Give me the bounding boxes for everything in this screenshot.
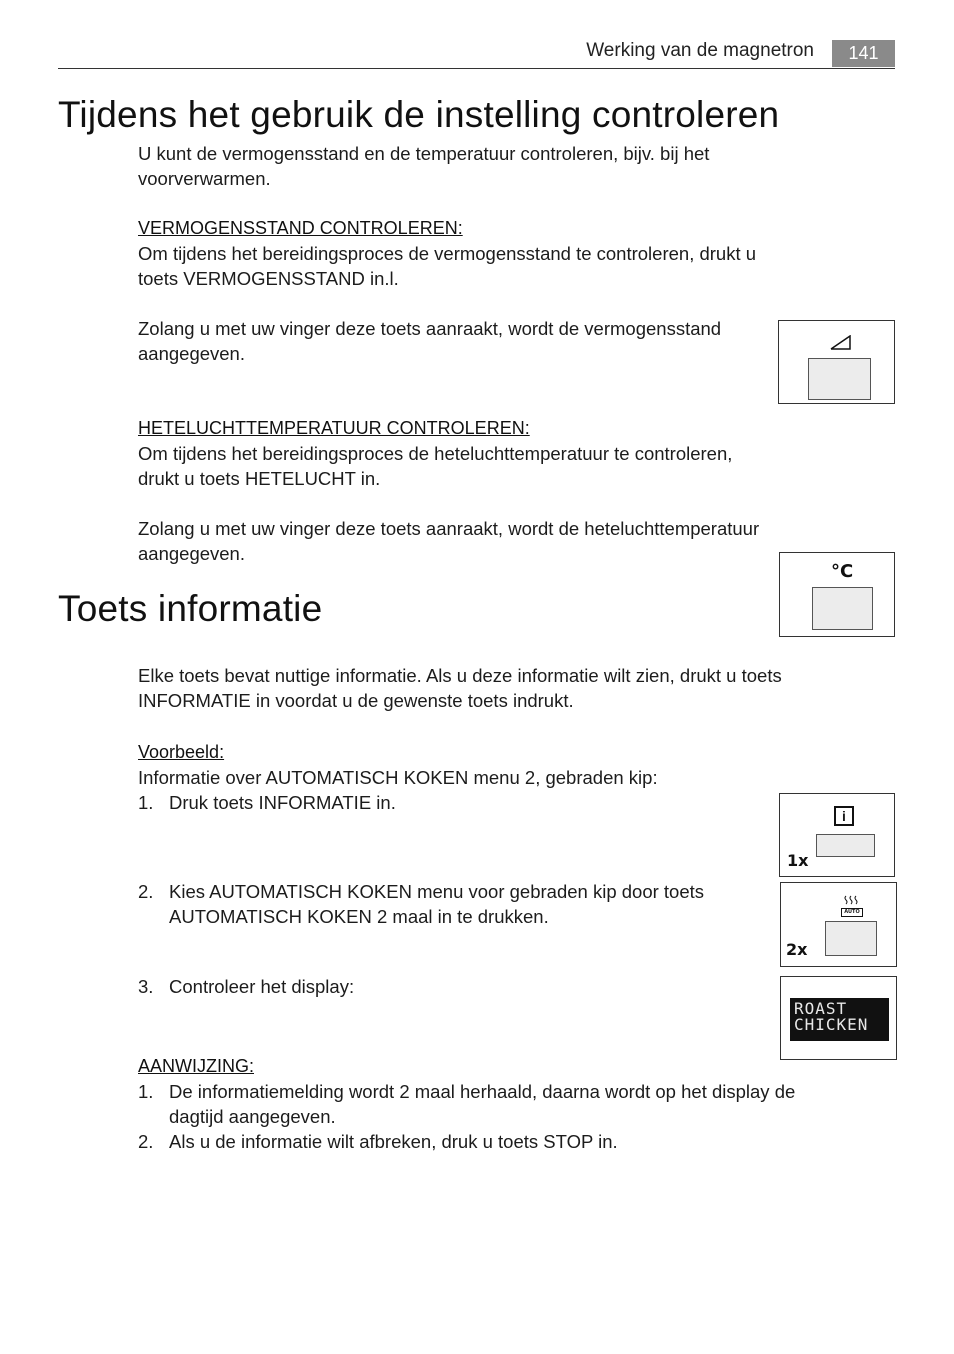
example-heading: Voorbeeld: <box>138 742 225 762</box>
temp-check-line-2: drukt u toets HETELUCHT in. <box>138 468 381 489</box>
example-text: Informatie over AUTOMATISCH KOKEN menu 2, gebraden kip: <box>138 767 658 788</box>
note-heading: AANWIJZING: <box>138 1056 254 1076</box>
step-text: Druk toets INFORMATIE in. <box>169 792 396 813</box>
power-key <box>808 358 871 400</box>
intro-line-1: U kunt de vermogensstand en de temperatuur controleren, bijv. bij het <box>138 143 710 164</box>
intro-line-2: voorverwarmen. <box>138 168 271 189</box>
lcd-line-1: ROAST <box>794 999 848 1018</box>
temp-hold-line-1: Zolang u met uw vinger deze toets aanraakt, wordt de heteluchttemperatuur <box>138 518 760 539</box>
step-text: Controleer het display: <box>169 976 355 997</box>
press-count-label: 2x <box>786 940 808 959</box>
temp-check-heading: HETELUCHTTEMPERATUUR CONTROLEREN: <box>138 418 530 438</box>
note-text-line-1: De informatiemelding wordt 2 maal herhaald, daarna wordt op het display de <box>169 1081 796 1102</box>
info-intro-line-1: Elke toets bevat nuttige informatie. Als u deze informatie wilt zien, drukt u toets <box>138 665 782 686</box>
page-number: 141 <box>832 40 895 67</box>
step-text-line-2: AUTOMATISCH KOKEN 2 maal in te drukken. <box>169 906 549 927</box>
power-hold-line-2: aangegeven. <box>138 343 245 364</box>
lcd-line-2: CHICKEN <box>794 1015 869 1034</box>
power-check-line-1: Om tijdens het bereidingsproces de vermogensstand te controleren, drukt u <box>138 243 757 264</box>
display-illustration <box>780 976 897 1060</box>
note-number: 1. <box>138 1081 154 1102</box>
section-title-key-information: Toets informatie <box>58 588 323 629</box>
step-number: 1. <box>138 792 154 813</box>
note-number: 2. <box>138 1131 154 1152</box>
auto-cook-key <box>825 921 877 956</box>
header-rule <box>58 68 895 69</box>
temperature-key-illustration <box>779 552 895 637</box>
power-triangle-icon <box>830 335 852 351</box>
step-number: 3. <box>138 976 154 997</box>
lcd-display <box>790 998 889 1041</box>
auto-cook-key-illustration <box>780 882 897 967</box>
step-number: 2. <box>138 881 154 902</box>
step-text-line-1: Kies AUTOMATISCH KOKEN menu voor gebraden kip door toets <box>169 881 705 902</box>
celsius-icon: °C <box>831 561 854 582</box>
info-key <box>816 834 875 857</box>
running-header-title: Werking van de magnetron <box>586 40 814 61</box>
temp-hold-line-2: aangegeven. <box>138 543 245 564</box>
power-check-line-2: toets VERMOGENSSTAND in.l. <box>138 268 399 289</box>
temp-check-line-1: Om tijdens het bereidingsproces de heteluchttemperatuur te controleren, <box>138 443 733 464</box>
note-text-line-2: dagtijd aangegeven. <box>169 1106 336 1127</box>
note-text: Als u de informatie wilt afbreken, druk u toets STOP in. <box>169 1131 618 1152</box>
press-count-label: 1x <box>787 851 809 870</box>
info-key-illustration <box>779 793 895 877</box>
power-hold-line-1: Zolang u met uw vinger deze toets aanraakt, wordt de vermogensstand <box>138 318 722 339</box>
power-check-heading: VERMOGENSSTAND CONTROLEREN: <box>138 218 463 238</box>
info-icon: i <box>834 806 854 826</box>
power-key-illustration <box>778 320 895 404</box>
temperature-key <box>812 587 873 630</box>
section-title-check-settings: Tijdens het gebruik de instelling controleren <box>58 94 780 135</box>
auto-cook-steam-icon <box>841 895 863 917</box>
auto-label: AUTO <box>841 908 863 917</box>
info-intro-line-2: INFORMATIE in voordat u de gewenste toets indrukt. <box>138 690 574 711</box>
